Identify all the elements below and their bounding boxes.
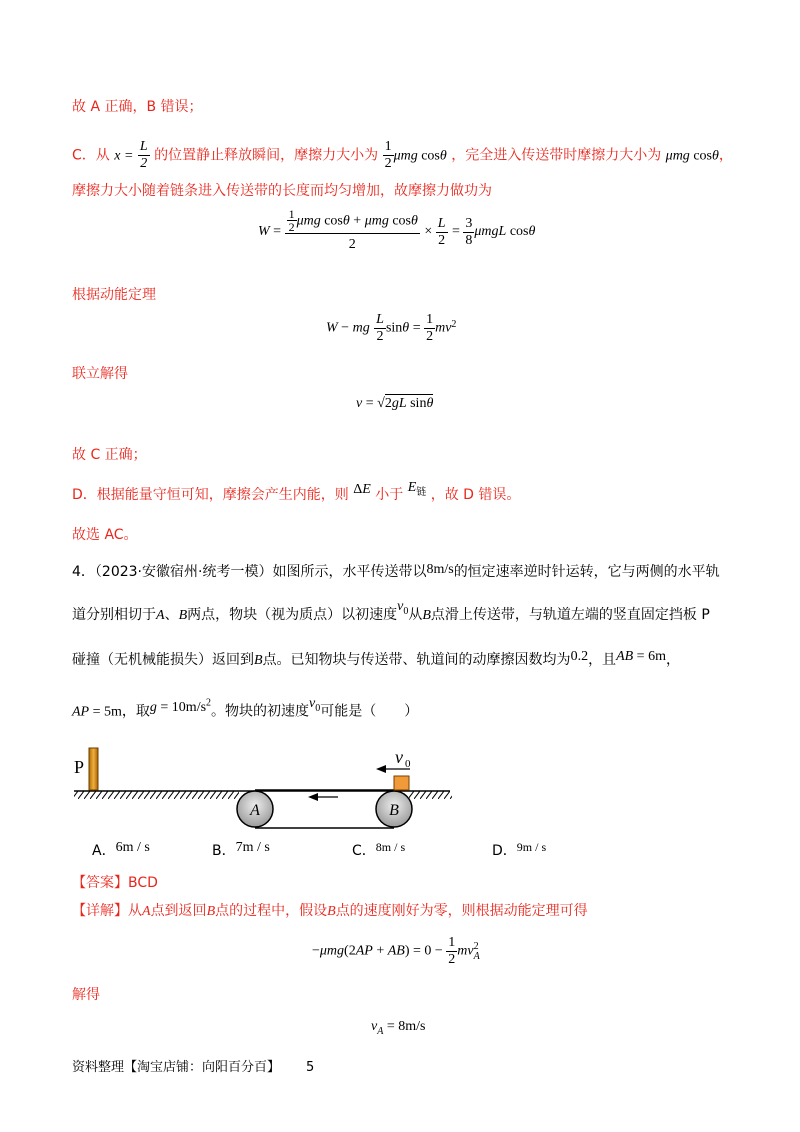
equation-work: W = $\frac{1}{2}$ μmg cosθ + μmg cosθ 2 × $\frac{L}{2}$ = $\frac{3}{8}$ μmgL cosθ <box>258 207 536 252</box>
label-v: v <box>395 747 403 767</box>
text-line: 摩擦力大小随着链条进入传送带的长度而均匀增加，故摩擦力做功为 <box>72 183 492 199</box>
text-line: 故 A 正确，B 错误； <box>72 99 203 115</box>
option-d[interactable] <box>492 841 546 861</box>
label-p: P <box>74 757 85 777</box>
footer-text: 资料整理【淘宝店铺：向阳百分百】 <box>72 1060 281 1075</box>
math-expr: μmg <box>393 148 418 164</box>
text-span: 点滑上传送带，与轨道左端的竖直固定挡板 P <box>430 607 710 623</box>
equation-energy: W − mg $\frac{L}{2}$ sinθ = $\frac{1}{2}$ $mv^2$ <box>326 312 457 344</box>
text-span: 点。已知物块与传送带、轨道间的动摩擦因数均为 <box>262 652 571 668</box>
question-4-line-2: 道分别相切于A、B两点，物块（视为质点）以初速度$v_0$从B点滑上传送带，与轨道左端的竖直固定挡板 P <box>72 599 710 623</box>
option-value: 8m / s <box>375 840 406 854</box>
option-value: 9m / s <box>516 840 547 854</box>
option-a[interactable] <box>92 841 150 862</box>
text-line: 故选 AC。 <box>72 527 138 543</box>
text-span: D．根据能量守恒可知，摩擦会产生内能，则 <box>72 487 349 503</box>
question-4-line-4: AP = 5m，取$g = 10m/s^2$。物块的初速度$v_0$可能是（ ） <box>72 695 419 720</box>
v0-arrow-head <box>376 765 386 773</box>
text-span: 的位置静止释放瞬间，摩擦力大小为 <box>154 147 379 164</box>
detail-line: 【详解】从A点到返回B点的过程中，假设B点的速度刚好为零，则根据动能定理可得 <box>72 903 588 919</box>
option-label: C． <box>352 843 376 859</box>
label-a: A <box>250 802 260 819</box>
ground-hatch-left <box>74 791 239 799</box>
text-span: 道分别相切于 <box>72 607 156 623</box>
question-4-line-1 <box>72 562 720 583</box>
option-value: 7m / s <box>235 840 270 855</box>
option-label: D． <box>492 843 517 859</box>
math-expr: μmg <box>665 148 690 164</box>
text-span: 从 <box>408 607 423 623</box>
option-label: A． <box>92 843 116 859</box>
text-span: 两点，物块（视为质点）以初速度 <box>187 607 398 623</box>
text-span: 从 <box>128 903 142 919</box>
option-label: B． <box>212 843 236 859</box>
math-fraction: $\frac{1}{2}$ <box>384 139 392 171</box>
text-line-c: C．从 x = $\frac{L}{2}$ 的位置静止释放瞬间，摩擦力大小为 $\frac{1}{2}$ μmg cosθ ，完全进入传送带时摩擦力大小为 μmg cosθ， <box>72 139 733 171</box>
question-number: 4． <box>72 564 95 580</box>
text-span: 点的过程中，假设 <box>215 903 328 919</box>
ground-hatch-right <box>409 791 452 799</box>
text-span: 。物块的初速度 <box>211 703 310 720</box>
text-span: 点的速度刚好为零，则根据动能定理可得 <box>335 903 588 919</box>
text-span: 可能是（ ） <box>320 703 419 720</box>
text-line: 根据动能定理 <box>72 287 156 303</box>
math-speed: 8m/s <box>426 562 454 577</box>
text-line: 故 C 正确； <box>72 447 147 463</box>
question-4-line-3: 碰撞（无机械能损失）返回到B点。已知物块与传送带、轨道间的动摩擦因数均为0.2，且AB = 6m， <box>72 649 680 668</box>
baffle-p <box>89 748 98 790</box>
option-c[interactable] <box>352 841 405 861</box>
text-line: 解得 <box>72 987 100 1003</box>
block <box>394 776 409 790</box>
text-span: （2023·安徽宿州·统考一模）如图所示，水平传送带以 <box>94 564 427 580</box>
text-span: 点到返回 <box>150 903 207 919</box>
conveyor-figure <box>72 735 452 835</box>
option-value: 6m / s <box>115 840 150 855</box>
text-span: ，故 D 错误。 <box>430 487 521 503</box>
text-span: C．从 <box>72 147 110 164</box>
detail-label: 【详解】 <box>72 903 128 919</box>
page-number: 5 <box>306 1060 315 1075</box>
answer: 【答案】BCD <box>72 875 158 891</box>
text-span: ，且 <box>588 652 617 668</box>
belt-arrow-head <box>308 793 318 801</box>
text-line-d: D．根据能量守恒可知，摩擦会产生内能，则 ΔE 小于 $E_链$ ，故 D 错误。 <box>72 480 521 503</box>
label-v-sub: 0 <box>405 758 411 770</box>
math-x: x = <box>114 148 134 164</box>
equation-va: $v_A = 8m/s$ <box>371 1019 426 1037</box>
text-span: ，取 <box>121 703 150 720</box>
math-fraction: $\frac{L}{2}$ <box>139 139 148 171</box>
math-mu: 0.2 <box>570 649 589 664</box>
label-b: B <box>389 802 399 819</box>
equation-kinetic: −μmg(2AP + AB) = 0 − $\frac{1}{2}$ mv 2 A <box>312 935 480 967</box>
option-b[interactable] <box>212 841 270 862</box>
text-span: 碰撞（无机械能损失）返回到 <box>72 652 254 668</box>
text-line: 联立解得 <box>72 366 128 382</box>
text-span: ，完全进入传送带时摩擦力大小为 <box>451 147 662 164</box>
text-span: 小于 <box>375 487 404 503</box>
equation-velocity: v = √2gL sinθ <box>356 396 434 411</box>
text-span: 的恒定速率逆时针运转，它与两侧的水平轨 <box>453 564 720 580</box>
